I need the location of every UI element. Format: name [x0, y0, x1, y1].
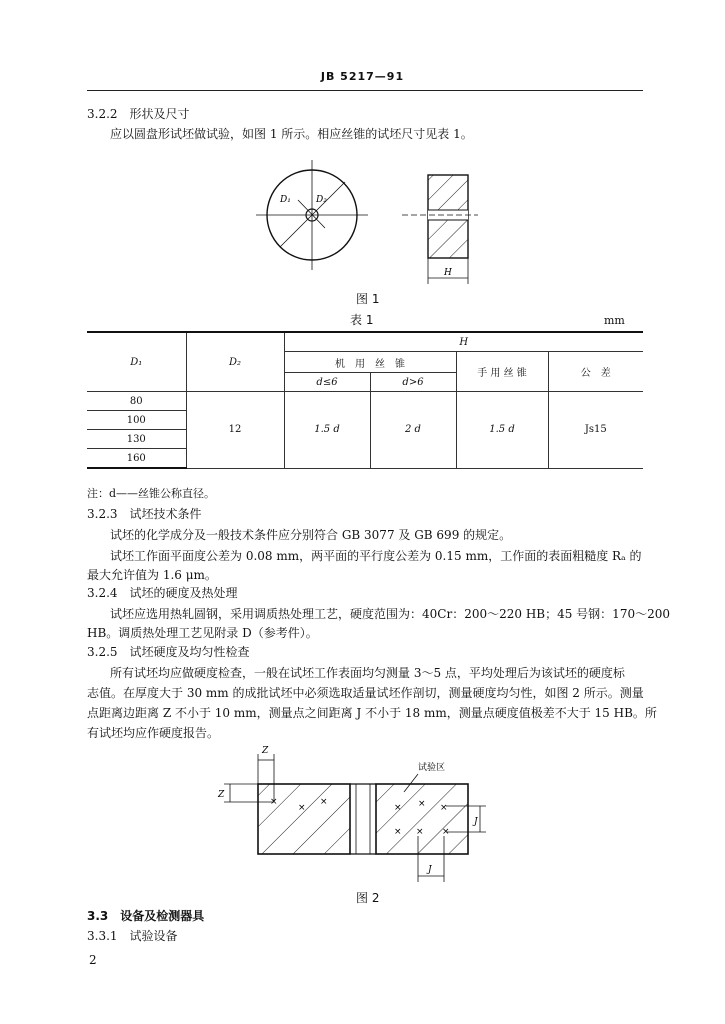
- section-3-2-5-p2: 志值。在厚度大于 30 mm 的成批试坯中必须选取适量试坯作剖切，测量硬度均匀性，如图 2 所示。测量: [87, 686, 644, 700]
- label-d1: D₁: [280, 195, 291, 205]
- svg-text:×: ×: [394, 827, 402, 837]
- table-note: 注：d——丝锥公称直径。: [87, 487, 216, 500]
- header-tolerance: 公 差: [548, 352, 643, 392]
- svg-text:×: ×: [416, 827, 424, 837]
- label-h: H: [444, 268, 452, 278]
- header-hand-tap: 手 用 丝 锥: [456, 352, 548, 392]
- section-3-2-3-p1: 试坯的化学成分及一般技术条件应分别符合 GB 3077 及 GB 699 的规定。: [110, 528, 512, 542]
- label-z-side: Z: [218, 790, 225, 800]
- label-j-bottom: J: [428, 865, 432, 875]
- svg-text:×: ×: [320, 797, 328, 807]
- h-hand: 1.5 d: [456, 392, 548, 469]
- svg-text:×: ×: [270, 797, 278, 807]
- figure-1-caption: 图 1: [356, 292, 380, 306]
- header-d1: D₁: [87, 332, 186, 392]
- svg-text:×: ×: [440, 803, 448, 813]
- header-d-gt-6: d>6: [370, 373, 456, 392]
- table-1-unit: mm: [604, 314, 625, 327]
- svg-text:×: ×: [298, 803, 306, 813]
- section-3-2-5-p4: 有试坯均应作硬度报告。: [87, 726, 220, 740]
- figure-2-caption: 图 2: [356, 891, 380, 905]
- header-machine-tap: 机 用 丝 锥: [284, 352, 456, 373]
- document-header: JB 5217—91: [320, 70, 405, 83]
- tolerance-value: Js15: [548, 392, 643, 469]
- section-3-3-heading: 3.3 设备及检测器具: [87, 909, 205, 923]
- d1-value-100: 100: [87, 411, 186, 430]
- section-right-block: [376, 784, 468, 854]
- d1-value-80: 80: [87, 392, 186, 411]
- svg-text:×: ×: [394, 803, 402, 813]
- label-test-zone: 试验区: [418, 763, 446, 773]
- table-1-title: 表 1: [350, 313, 374, 327]
- d1-value-160: 160: [87, 449, 186, 469]
- page-number: 2: [89, 953, 97, 967]
- label-z-top: Z: [262, 746, 269, 756]
- d2-value: 12: [186, 392, 284, 469]
- section-3-2-3-heading: 3.2.3 试坯技术条件: [87, 507, 202, 521]
- svg-text:×: ×: [418, 799, 426, 809]
- section-3-2-5-p1: 所有试坯均应做硬度检查，一般在试坯工作表面均匀测量 3～5 点，平均处理后为该试坯的硬度标: [110, 666, 625, 680]
- h-machine-large: 2 d: [370, 392, 456, 469]
- section-3-3-1-heading: 3.3.1 试验设备: [87, 929, 178, 943]
- section-left-block: [258, 784, 350, 854]
- section-3-2-3-p3: 最大允许值为 1.6 μm。: [87, 568, 217, 582]
- figure-2-drawing: [218, 742, 498, 892]
- label-d2: D₂: [316, 195, 327, 205]
- section-3-2-2-heading: 3.2.2 形状及尺寸: [87, 107, 190, 121]
- svg-text:×: ×: [442, 827, 450, 837]
- section-3-2-3-p2: 试坯工作面平面度公差为 0.08 mm，两平面的平行度公差为 0.15 mm，工作面的表面粗糙度 Rₐ 的: [110, 549, 642, 563]
- h-machine-small: 1.5 d: [284, 392, 370, 469]
- header-h: H: [284, 332, 643, 352]
- table-1: [87, 331, 643, 469]
- figure-1-drawing: [250, 160, 480, 290]
- header-rule: [87, 90, 643, 91]
- header-d-le-6: d≤6: [284, 373, 370, 392]
- section-3-2-2-text: 应以圆盘形试坯做试验，如图 1 所示。相应丝锥的试坯尺寸见表 1。: [110, 127, 473, 141]
- section-3-2-4-p1: 试坯应选用热轧圆钢，采用调质热处理工艺，硬度范围为：40Cr：200～220 HB；45 号钢：170～200: [110, 607, 670, 621]
- section-3-2-5-p3: 点距离边距离 Z 不小于 10 mm，测量点之间距离 J 不小于 18 mm，测量点硬度值极差不大于 15 HB。所: [87, 706, 657, 720]
- section-3-2-4-heading: 3.2.4 试坯的硬度及热处理: [87, 586, 238, 600]
- section-3-2-5-heading: 3.2.5 试坯硬度及均匀性检查: [87, 645, 250, 659]
- label-j-side: J: [474, 817, 478, 827]
- section-3-2-4-p2: HB。调质热处理工艺见附录 D（参考件）。: [87, 626, 318, 640]
- header-d2: D₂: [186, 332, 284, 392]
- d1-value-130: 130: [87, 430, 186, 449]
